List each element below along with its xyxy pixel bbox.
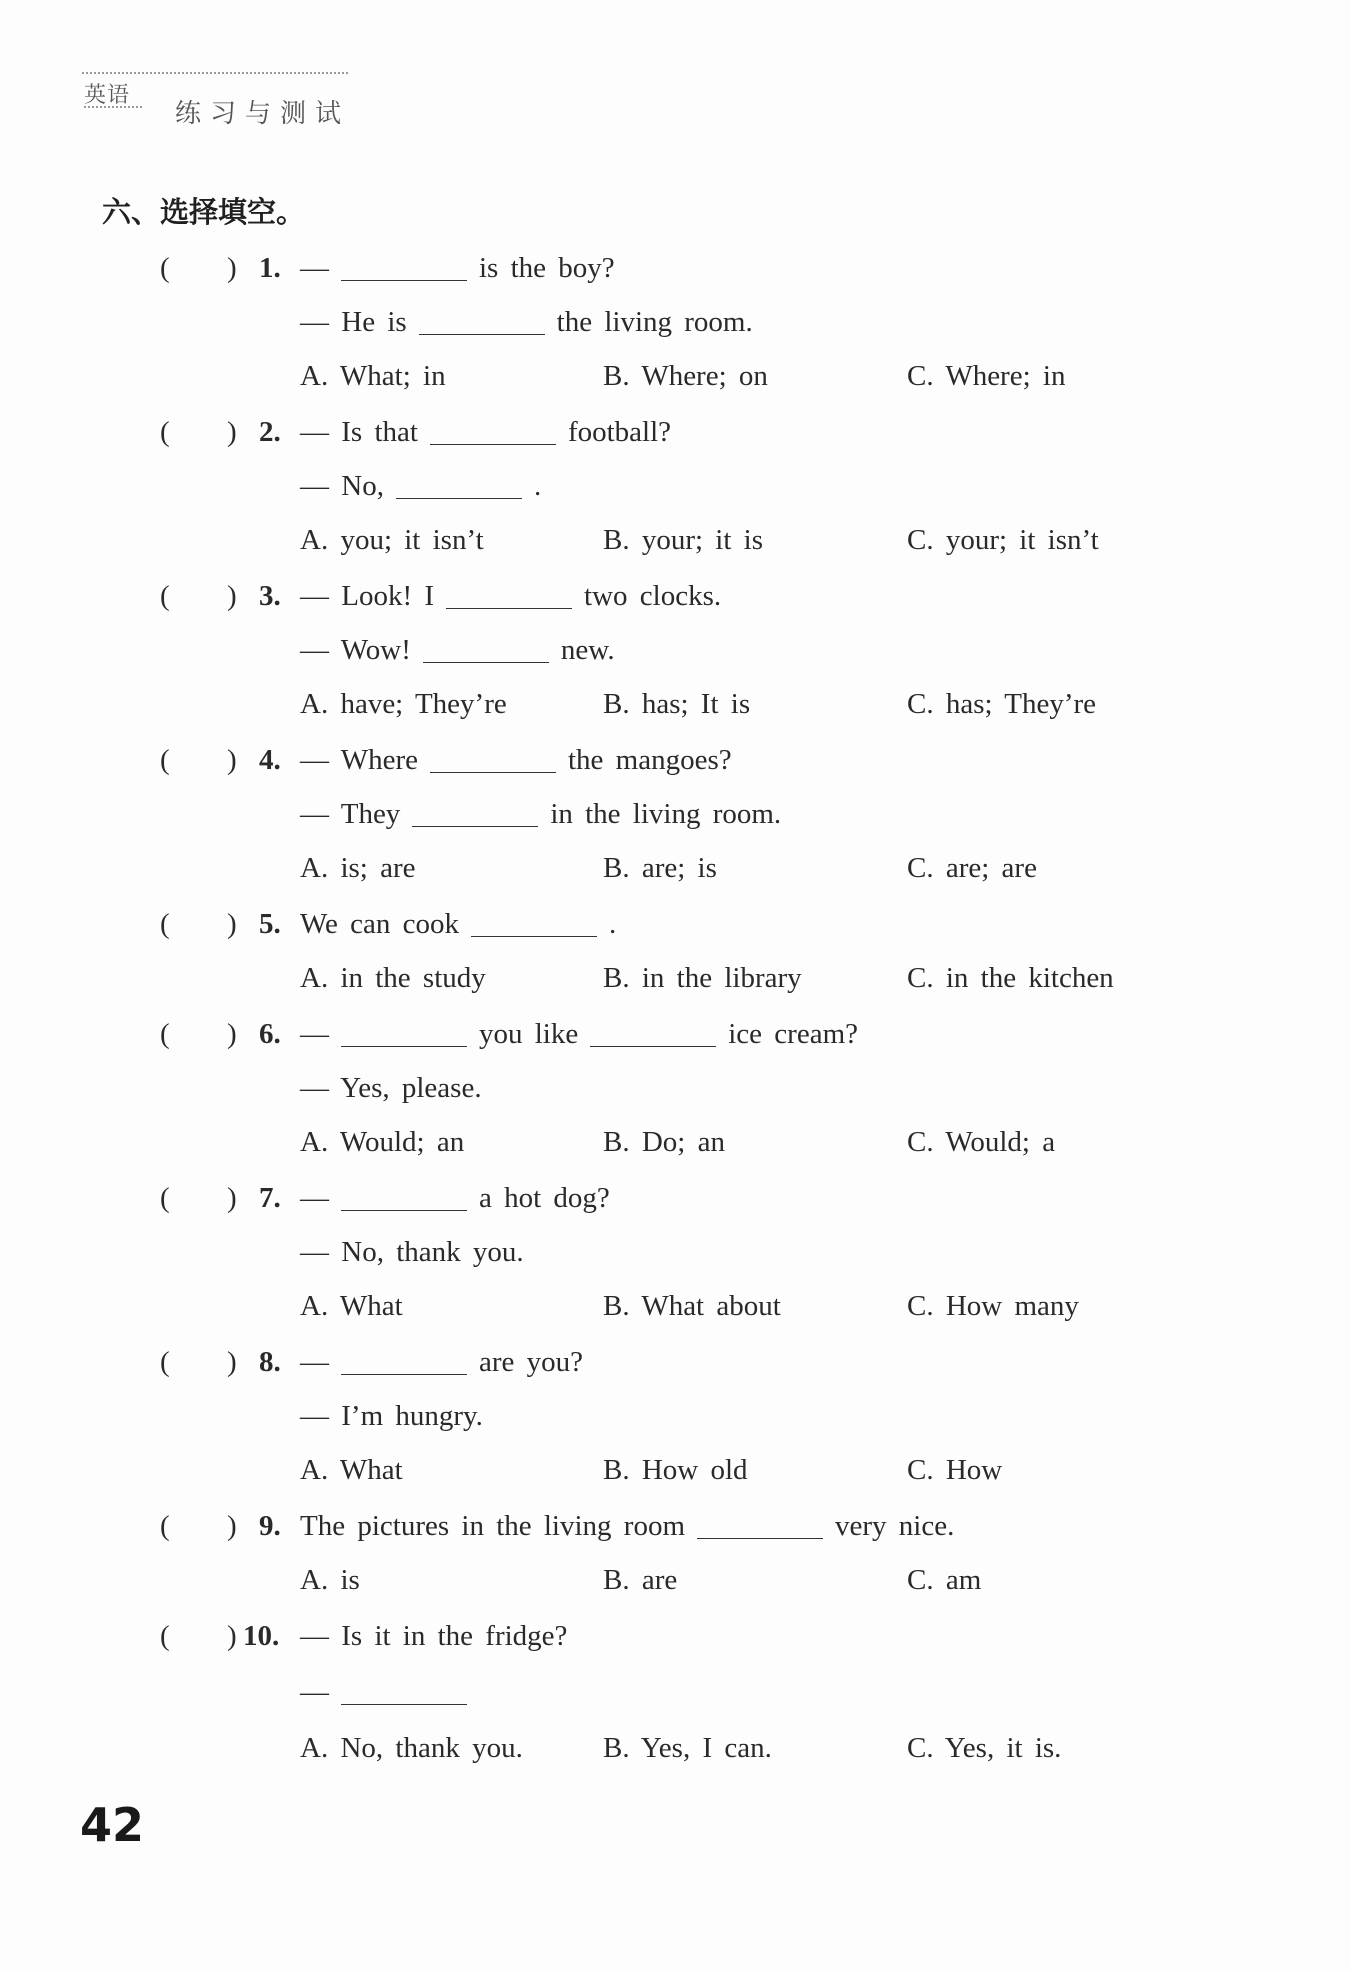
question-stem: — I’m hungry. (300, 1400, 483, 1432)
question-7-response (0, 1232, 1350, 1272)
question-number: 1. (259, 252, 281, 284)
answer-blank (430, 742, 556, 773)
answer-paren-open: ( (160, 1620, 170, 1652)
answer-blank (341, 1016, 467, 1047)
question-5-prompt (0, 904, 1350, 944)
question-stem: — you like ice cream? (300, 1018, 859, 1050)
answer-paren-close: ) (227, 416, 237, 448)
option-a: A. What (300, 1290, 403, 1322)
question-stem: — Wow! new. (300, 634, 615, 666)
question-number: 3. (259, 580, 281, 612)
answer-paren-close: ) (227, 744, 237, 776)
answer-blank (341, 1180, 467, 1211)
option-b: B. What about (603, 1290, 781, 1322)
question-5-options (0, 958, 1350, 998)
question-stem: — He is the living room. (300, 306, 753, 338)
answer-blank (590, 1016, 716, 1047)
question-7-options (0, 1286, 1350, 1326)
option-c: C. Would; a (907, 1126, 1056, 1158)
answer-paren-close: ) (227, 908, 237, 940)
answer-paren-open: ( (160, 580, 170, 612)
option-b: B. your; it is (603, 524, 764, 556)
option-c: C. How (907, 1454, 1003, 1486)
answer-blank (412, 796, 538, 827)
question-stem: The pictures in the living room very nice. (300, 1510, 955, 1542)
option-b: B. Where; on (603, 360, 768, 392)
question-6-options (0, 1122, 1350, 1162)
header-book-title: 练习与测试 (175, 99, 351, 129)
question-4-options (0, 848, 1350, 888)
question-stem: — a hot dog? (300, 1182, 610, 1214)
option-a: A. What (300, 1454, 403, 1486)
question-6-response (0, 1068, 1350, 1108)
answer-paren-open: ( (160, 1182, 170, 1214)
option-c: C. your; it isn’t (907, 524, 1099, 556)
answer-paren-close: ) (227, 1620, 237, 1652)
question-number: 9. (259, 1510, 281, 1542)
question-3-prompt (0, 576, 1350, 616)
answer-paren-close: ) (227, 252, 237, 284)
question-number: 2. (259, 416, 281, 448)
option-c: C. Yes, it is. (907, 1732, 1062, 1764)
question-10-response (0, 1672, 1350, 1712)
answer-blank (430, 414, 556, 445)
question-number: 10. (243, 1620, 280, 1652)
question-6-prompt (0, 1014, 1350, 1054)
question-stem: — Yes, please. (300, 1072, 482, 1104)
answer-blank (341, 1674, 467, 1705)
question-2-response (0, 466, 1350, 506)
question-3-options (0, 684, 1350, 724)
question-number: 4. (259, 744, 281, 776)
answer-paren-open: ( (160, 908, 170, 940)
question-stem: — No, . (300, 470, 542, 502)
question-stem: — are you? (300, 1346, 584, 1378)
question-stem: — Where the mangoes? (300, 744, 732, 776)
answer-blank (423, 632, 549, 663)
option-a: A. No, thank you. (300, 1732, 523, 1764)
option-c: C. am (907, 1564, 982, 1596)
answer-paren-close: ) (227, 1510, 237, 1542)
question-number: 8. (259, 1346, 281, 1378)
answer-paren-close: ) (227, 1346, 237, 1378)
question-stem: — Look! I two clocks. (300, 580, 722, 612)
question-3-response (0, 630, 1350, 670)
answer-blank (341, 250, 467, 281)
answer-paren-close: ) (227, 1182, 237, 1214)
answer-paren-open: ( (160, 1346, 170, 1378)
option-c: C. Where; in (907, 360, 1066, 392)
answer-paren-open: ( (160, 1018, 170, 1050)
answer-blank (419, 304, 545, 335)
question-number: 5. (259, 908, 281, 940)
answer-paren-open: ( (160, 1510, 170, 1542)
question-9-prompt (0, 1506, 1350, 1546)
option-b: B. has; It is (603, 688, 751, 720)
question-2-prompt (0, 412, 1350, 452)
question-1-options (0, 356, 1350, 396)
question-stem: — They in the living room. (300, 798, 782, 830)
section-title: 六、选择填空。 (102, 195, 306, 229)
option-b: B. Do; an (603, 1126, 725, 1158)
answer-blank (697, 1508, 823, 1539)
option-a: A. is; are (300, 852, 416, 884)
question-number: 6. (259, 1018, 281, 1050)
answer-paren-open: ( (160, 252, 170, 284)
option-c: C. are; are (907, 852, 1037, 884)
answer-blank (341, 1344, 467, 1375)
option-c: C. in the kitchen (907, 962, 1114, 994)
question-2-options (0, 520, 1350, 560)
question-4-response (0, 794, 1350, 834)
question-1-prompt (0, 248, 1350, 288)
answer-paren-close: ) (227, 580, 237, 612)
question-1-response (0, 302, 1350, 342)
option-b: B. are (603, 1564, 678, 1596)
option-b: B. are; is (603, 852, 717, 884)
answer-paren-open: ( (160, 416, 170, 448)
question-8-options (0, 1450, 1350, 1490)
answer-blank (446, 578, 572, 609)
question-stem: — Is it in the fridge? (300, 1620, 568, 1652)
option-a: A. you; it isn’t (300, 524, 484, 556)
question-stem: — Is that football? (300, 416, 672, 448)
page-number: 42 (80, 1798, 145, 1852)
question-stem: — No, thank you. (300, 1236, 524, 1268)
question-10-prompt (0, 1616, 1350, 1656)
question-stem: — is the boy? (300, 252, 615, 284)
header-dotted-rule (82, 72, 348, 74)
question-stem: — (300, 1672, 479, 1712)
header-subject: 英语 (84, 83, 131, 108)
option-a: A. have; They’re (300, 688, 507, 720)
option-b: B. in the library (603, 962, 802, 994)
option-b: B. Yes, I can. (603, 1732, 772, 1764)
option-a: A. What; in (300, 360, 446, 392)
option-a: A. Would; an (300, 1126, 465, 1158)
option-a: A. is (300, 1564, 360, 1596)
header-subject-underline (84, 106, 142, 108)
option-c: C. How many (907, 1290, 1079, 1322)
question-10-options (0, 1728, 1350, 1768)
question-8-prompt (0, 1342, 1350, 1382)
question-stem: We can cook . (300, 908, 617, 940)
question-7-prompt (0, 1178, 1350, 1218)
question-number: 7. (259, 1182, 281, 1214)
question-4-prompt (0, 740, 1350, 780)
option-b: B. How old (603, 1454, 748, 1486)
answer-paren-close: ) (227, 1018, 237, 1050)
question-8-response (0, 1396, 1350, 1436)
option-a: A. in the study (300, 962, 486, 994)
answer-blank (471, 906, 597, 937)
question-9-options (0, 1560, 1350, 1600)
answer-paren-open: ( (160, 744, 170, 776)
option-c: C. has; They’re (907, 688, 1097, 720)
answer-blank (396, 468, 522, 499)
